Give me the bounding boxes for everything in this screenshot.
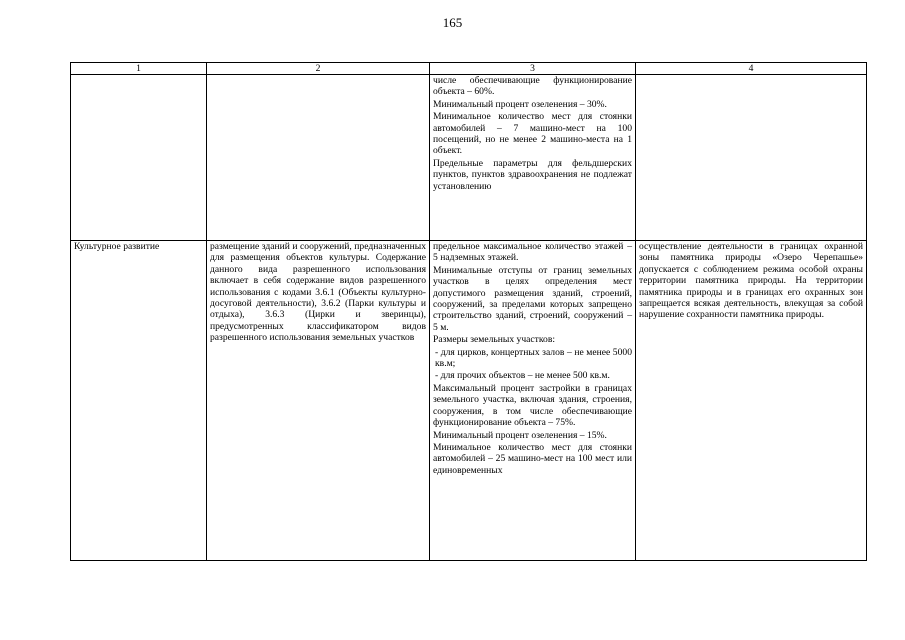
restrictions-cell: осуществление деятельности в границах охранной зоны памятника природы «Озеро Черепашье» допускается с соблюдением режима особой охраны территории памятника природы. На территории памятника природы и в границах его охранных зон запрещается всякая деятельность, влекущая за собой нарушение сохранности памятника природы. bbox=[636, 241, 867, 561]
table-header-row bbox=[71, 63, 867, 75]
parameter-text: Минимальное количество мест для стоянки автомобилей – 25 машино-мест на 100 мест или единовременных bbox=[433, 441, 632, 476]
parameter-text: Предельные параметры для фельдшерских пунктов, пунктов здравоохранения не подлежат установлению bbox=[433, 157, 632, 192]
table-cell bbox=[207, 75, 430, 241]
parameter-bullet: - для цирков, концертных залов – не менее 5000 кв.м; bbox=[435, 346, 632, 370]
table-row bbox=[71, 75, 867, 241]
use-type-cell: Культурное развитие bbox=[71, 241, 207, 561]
parameters-cell bbox=[430, 75, 636, 241]
parameter-text: Минимальные отступы от границ земельных участков в целях определения мест допустимого размещения зданий, строений, сооружений, за пределами которых запрещено строительство зданий, строений, сооружений – 5 м. bbox=[433, 264, 632, 333]
parameter-text: Минимальный процент озеленения – 30%. bbox=[433, 98, 607, 110]
table-cell bbox=[636, 75, 867, 241]
parameter-bullet: - для прочих объектов – не менее 500 кв.м. bbox=[435, 370, 610, 382]
parameter-text: Максимальный процент застройки в границах земельного участка, включая здания, строения, сооружения, в том числе обеспечивающие функционирование объекта – 75%. bbox=[433, 382, 632, 429]
parameter-text: предельное максимальное количество этажей – 5 надземных этажей. bbox=[433, 241, 632, 264]
column-header: 2 bbox=[207, 63, 430, 75]
table-cell bbox=[71, 75, 207, 241]
column-header: 3 bbox=[430, 63, 636, 75]
column-header: 1 bbox=[71, 63, 207, 75]
table-row bbox=[71, 241, 867, 561]
column-header: 4 bbox=[636, 63, 867, 75]
parameters-cell bbox=[430, 241, 636, 561]
parameter-text: Минимальный процент озеленения – 15%. bbox=[433, 429, 607, 441]
parameter-text: Минимальное количество мест для стоянки автомобилей – 7 машино-мест на 100 посещений, но не менее 2 машино-места на 1 объект. bbox=[433, 111, 632, 157]
parameter-text: Размеры земельных участков: bbox=[433, 334, 556, 346]
parameter-text: числе обеспечивающие функционирование объекта – 60%. bbox=[433, 75, 632, 98]
use-description-cell: размещение зданий и сооружений, предназначенных для размещения объектов культуры. Содержание данного вида разрешенного использования включает в себя содержание видов разрешенного использования с кодами 3.6.1 (Объекты культурно-досуговой деятельности), 3.6.2 (Парки культуры и отдыха), 3.6.3 (Цирки и зверинцы), предусмотренных классификатором видов разрешенного использования земельных участков bbox=[207, 241, 430, 561]
regulations-table bbox=[70, 62, 867, 561]
page-number: 165 bbox=[442, 15, 463, 30]
